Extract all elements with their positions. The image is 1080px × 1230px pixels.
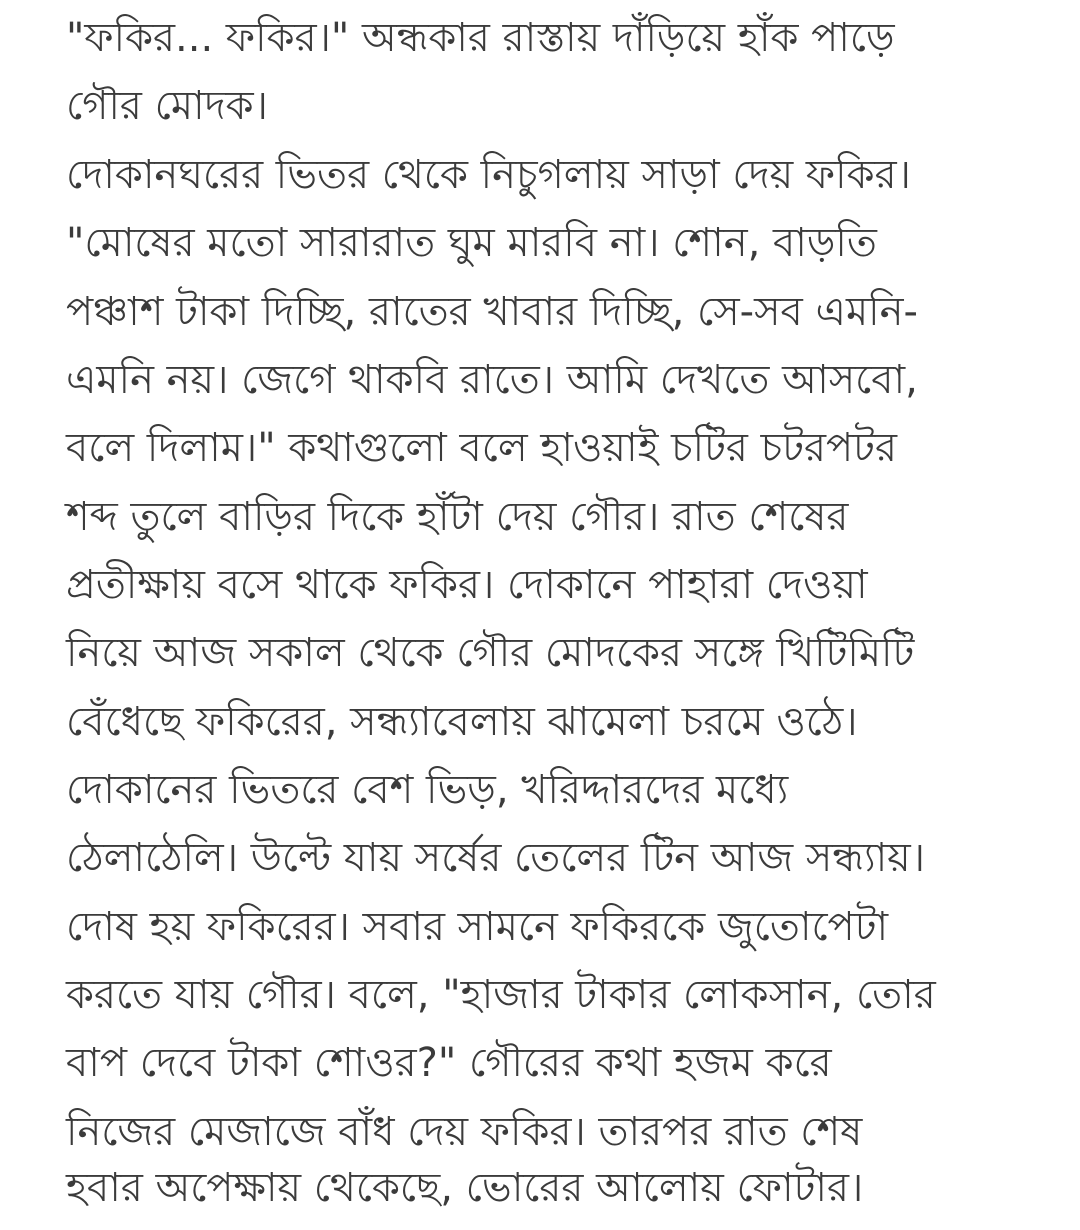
text-line-18: হবার অপেক্ষায় থেকেছে, ভোরের আলোয় ফোটার। [66, 1165, 864, 1211]
text-line-3: দোকানঘরের ভিতর থেকে নিচুগলায় সাড়া দেয় ফকির। [66, 152, 911, 198]
text-line-10: নিয়ে আজ সকাল থেকে গৌর মোদকের সঙ্গে খিটিমিটি [66, 630, 915, 676]
text-line-13: ঠেলাঠেলি। উল্টে যায় সর্ষের তেলের টিন আজ সন্ধ্যায়। [66, 835, 926, 881]
text-line-4: "মোষের মতো সারারাত ঘুম মারবি না। শোন, বাড়তি [66, 220, 877, 266]
text-line-6: এমনি নয়। জেগে থাকবি রাতে। আমি দেখতে আসবো, [66, 357, 918, 403]
text-line-15: করতে যায় গৌর। বলে, "হাজার টাকার লোকসান, তোর [66, 972, 936, 1018]
text-line-7: বলে দিলাম।" কথাগুলো বলে হাওয়াই চটির চটরপটর [66, 425, 897, 471]
text-line-5: পঞ্চাশ টাকা দিচ্ছি, রাতের খাবার দিচ্ছি, সে-সব এমনি- [66, 289, 918, 335]
text-line-14: দোষ হয় ফকিরের। সবার সামনে ফকিরকে জুতোপেটা [66, 904, 889, 950]
text-line-1: "ফকির... ফকির।" অন্ধকার রাস্তায় দাঁড়িয়ে হাঁক পাড়ে [66, 15, 895, 61]
text-line-11: বেঁধেছে ফকিরের, সন্ধ্যাবেলায় ঝামেলা চরমে ওঠে। [66, 699, 858, 745]
text-line-17: নিজের মেজাজে বাঁধ দেয় ফকির। তারপর রাত শেষ [66, 1109, 863, 1155]
text-line-12: দোকানের ভিতরে বেশ ভিড়, খরিদ্দারদের মধ্যে [66, 767, 789, 813]
text-line-8: শব্দ তুলে বাড়ির দিকে হাঁটা দেয় গৌর। রাত শেষের [66, 494, 849, 540]
text-line-2: গৌর মোদক। [66, 83, 268, 129]
text-line-9: প্রতীক্ষায় বসে থাকে ফকির। দোকানে পাহারা দেওয়া [66, 562, 868, 608]
text-page [66, 0, 1066, 1230]
text-line-16: বাপ দেবে টাকা শোওর?" গৌরের কথা হজম করে [66, 1040, 832, 1086]
